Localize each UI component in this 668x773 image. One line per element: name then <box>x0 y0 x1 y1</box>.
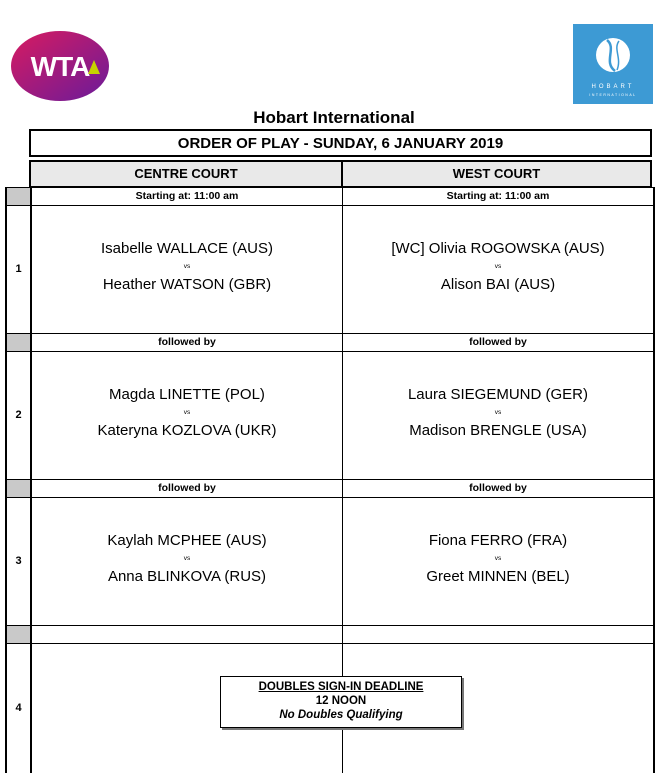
court-header-west: WEST COURT <box>341 160 652 188</box>
vs-label: vs <box>183 409 191 416</box>
player-2: Greet MINNEN (BEL) <box>426 568 570 585</box>
followed-by-row <box>5 479 655 497</box>
player-2: Kateryna KOZLOVA (UKR) <box>97 422 277 439</box>
tournament-title: Hobart International <box>253 108 415 127</box>
empty-strip-row <box>5 625 655 643</box>
match-row-2 <box>5 351 655 479</box>
notice-deadline-title: DOUBLES SIGN-IN DEADLINE <box>258 681 424 693</box>
match-cell-centre <box>30 351 342 479</box>
player-1: Fiona FERRO (FRA) <box>428 532 568 549</box>
player-1: Isabelle WALLACE (AUS) <box>100 240 273 257</box>
hobart-logo-text: HOBART <box>591 84 635 90</box>
match-row-3 <box>5 497 655 625</box>
match-cell-centre <box>30 205 342 333</box>
player-2: Heather WATSON (GBR) <box>102 276 272 293</box>
match-row-1 <box>5 205 655 333</box>
followed-by-west: followed by <box>342 333 655 351</box>
hobart-logo-subtext: INTERNATIONAL <box>589 93 637 97</box>
vs-label: vs <box>183 263 191 270</box>
start-time-west: Starting at: 11:00 am <box>342 187 655 205</box>
vs-label: vs <box>494 555 502 562</box>
court-header-centre: CENTRE COURT <box>29 160 343 188</box>
player-2: Anna BLINKOVA (RUS) <box>107 568 267 585</box>
match-number: 1 <box>5 205 30 333</box>
row-marker <box>5 333 30 351</box>
player-1: Kaylah MCPHEE (AUS) <box>107 532 267 549</box>
notice-qualifying: No Doubles Qualifying <box>279 709 403 721</box>
wta-logo <box>10 30 110 102</box>
empty-strip-west <box>342 625 655 643</box>
match-cell-centre <box>30 497 342 625</box>
vs-label: vs <box>183 555 191 562</box>
row-marker <box>5 187 30 205</box>
player-1: Magda LINETTE (POL) <box>109 386 265 403</box>
hobart-international-logo <box>573 24 653 104</box>
match-cell-west <box>342 351 655 479</box>
vs-label: vs <box>494 263 502 270</box>
followed-by-row <box>5 333 655 351</box>
followed-by-west: followed by <box>342 479 655 497</box>
order-of-play-heading: ORDER OF PLAY - SUNDAY, 6 JANUARY 2019 <box>29 129 652 157</box>
followed-by-centre: followed by <box>30 333 342 351</box>
wta-logo-text: WTA <box>30 51 90 82</box>
match-cell-west <box>342 497 655 625</box>
player-1: [WC] Olivia ROGOWSKA (AUS) <box>391 240 605 257</box>
empty-strip-centre <box>30 625 342 643</box>
match-number: 3 <box>5 497 30 625</box>
followed-by-centre: followed by <box>30 479 342 497</box>
notice-deadline-time: 12 NOON <box>315 695 367 707</box>
match-cell-west <box>342 205 655 333</box>
doubles-notice-box <box>220 676 462 728</box>
match-number: 2 <box>5 351 30 479</box>
player-2: Alison BAI (AUS) <box>440 276 556 293</box>
player-2: Madison BRENGLE (USA) <box>409 422 587 439</box>
match-number: 4 <box>5 643 30 773</box>
player-1: Laura SIEGEMUND (GER) <box>407 386 589 403</box>
row-marker <box>5 625 30 643</box>
vs-label: vs <box>494 409 502 416</box>
start-time-row <box>5 187 655 205</box>
start-time-centre: Starting at: 11:00 am <box>30 187 342 205</box>
row-marker <box>5 479 30 497</box>
